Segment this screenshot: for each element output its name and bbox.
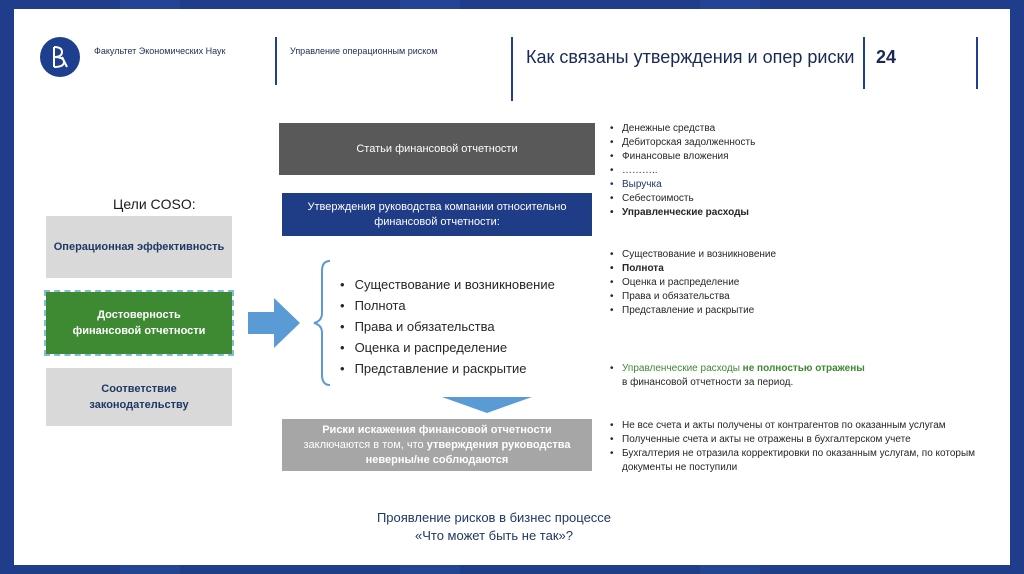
list-item: • Полученные счета и акты не отражены в бухгалтерском учете [610, 433, 990, 447]
list-item: • Существование и возникновение [340, 274, 555, 295]
risk-box [282, 419, 592, 471]
bottom-caption [334, 509, 654, 545]
list-item: • Представление и раскрытие [340, 358, 555, 379]
header-divider [976, 37, 978, 89]
coso-item-label: Операционная эффективность [53, 241, 225, 253]
coso-item-reliability [46, 292, 232, 354]
note-list [610, 362, 990, 390]
assertions-label: Утверждения руководства компании относительно финансовой отчетности: [307, 200, 567, 228]
list-item [610, 362, 990, 390]
list-item: • Права и обязательства [340, 316, 555, 337]
statements-label: Статьи финансовой отчетности [356, 143, 518, 155]
brace-icon [310, 259, 334, 387]
risk-line2a: заключаются в том, что [303, 438, 427, 451]
coso-item-operational [46, 216, 232, 278]
list-item: • Дебиторская задолженность [610, 136, 990, 150]
header-divider [863, 37, 865, 89]
list-item: • ……….. [610, 164, 990, 178]
bottom-line1: Проявление рисков в бизнес процессе [376, 510, 612, 525]
hse-logo [40, 37, 80, 77]
faculty-name: Факультет Экономических Наук [94, 46, 226, 56]
assertions-side-list [610, 248, 990, 318]
risk-line1: Риски искажения финансовой отчетности [322, 423, 552, 436]
course-name: Управление операционным риском [290, 46, 438, 56]
right-arrow-icon [248, 298, 302, 348]
risk-examples-list [610, 419, 990, 475]
coso-heading: Цели COSO: [113, 196, 196, 212]
slide [14, 9, 1010, 565]
bottom-line2: «Что может быть не так»? [415, 528, 573, 543]
header-divider [511, 37, 513, 101]
down-arrow-icon [442, 397, 532, 413]
assertions-list [340, 274, 555, 379]
list-item: • Представление и раскрытие [610, 304, 990, 318]
note-part-c: в финансовой отчетности за период. [622, 377, 794, 388]
statements-box [279, 123, 595, 175]
coso-item-label: Достоверность финансовой отчетности [72, 309, 206, 337]
note-part-a: Управленческие расходы [622, 363, 743, 374]
list-item: • Себестоимость [610, 192, 990, 206]
list-item: • Полнота [610, 262, 990, 276]
hse-logo-icon [40, 37, 80, 77]
list-item: • Выручка [610, 178, 990, 192]
header-divider [275, 37, 277, 85]
risk-line2b: утверждения руководства [426, 438, 571, 451]
list-item: • Существование и возникновение [610, 248, 990, 262]
coso-item-compliance [46, 368, 232, 426]
list-item: • Полнота [340, 295, 555, 316]
statements-list [610, 122, 990, 220]
coso-item-label: Соответствие законодательству [89, 383, 189, 411]
page-number: 24 [876, 47, 897, 67]
list-item: • Оценка и распределение [340, 337, 555, 358]
list-item: • Права и обязательства [610, 290, 990, 304]
list-item: • Оценка и распределение [610, 276, 990, 290]
slide-title: Как связаны утверждения и опер риски [526, 47, 855, 67]
list-item: • Не все счета и акты получены от контрагентов по оказанным услугам [610, 419, 990, 433]
list-item: • Финансовые вложения [610, 150, 990, 164]
assertions-box [282, 193, 592, 236]
note-part-b: не полностью отражены [742, 363, 865, 374]
list-item: • Управленческие расходы [610, 206, 990, 220]
risk-line3: неверны/не соблюдаются [365, 453, 509, 466]
list-item: • Денежные средства [610, 122, 990, 136]
list-item: • Бухгалтерия не отразила корректировки по оказанным услугам, по которым документы не поступили [610, 447, 990, 475]
